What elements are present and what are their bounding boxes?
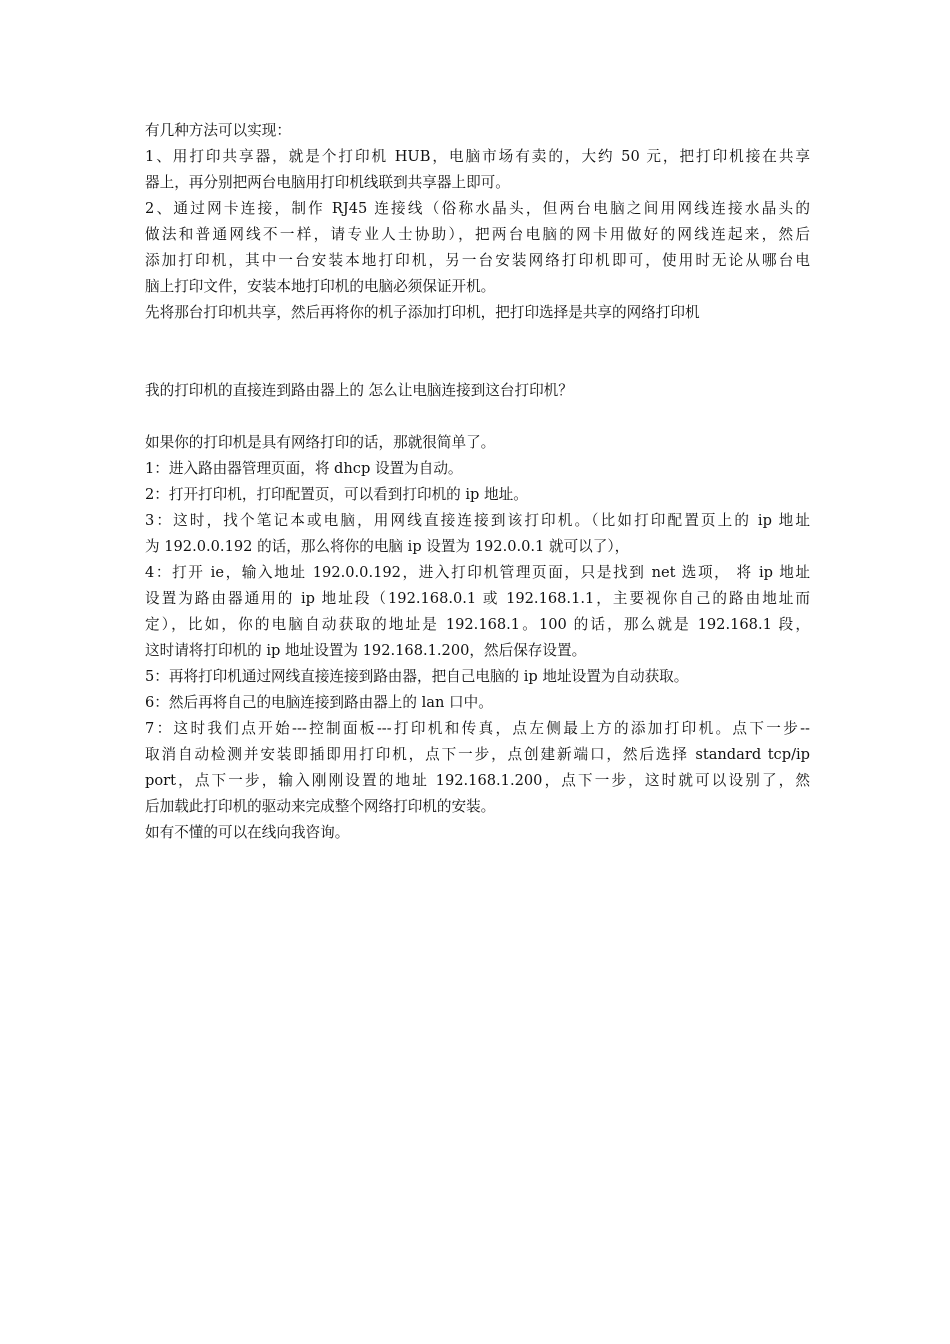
document-page	[145, 118, 810, 846]
step-3-line-2: 为 192.0.0.192 的话，那么将你的电脑 ip 设置为 192.0.0.1 就可以了），	[145, 538, 630, 555]
step-1: 1：进入路由器管理页面，将 dhcp 设置为自动。	[145, 460, 463, 477]
step-3-line-1: 3：这时，找个笔记本或电脑，用网线直接连接到该打印机。（比如打印配置页上的 ip 地址	[145, 512, 810, 529]
answer-intro: 如果你的打印机是具有网络打印的话，那就很简单了。	[145, 434, 496, 451]
step-4-line-1: 4：打开 ie，输入地址 192.0.0.192，进入打印机管理页面，只是找到 net 选项， 将 ip 地址	[145, 564, 810, 581]
step-7-line-1: 7：这时我们点开始---控制面板---打印机和传真，点左侧最上方的添加打印机。点下一步--	[145, 720, 810, 737]
closing-note: 如有不懂的可以在线向我咨询。	[145, 824, 350, 841]
step-4-line-4: 这时请将打印机的 ip 地址设置为 192.168.1.200，然后保存设置。	[145, 642, 587, 659]
method-2-line-4: 脑上打印文件，安装本地打印机的电脑必须保证开机。	[145, 278, 496, 295]
step-7-line-3: port，点下一步，输入刚刚设置的地址 192.168.1.200，点下一步，这时就可以设别了，然	[145, 772, 810, 789]
step-2: 2：打开打印机，打印配置页，可以看到打印机的 ip 地址。	[145, 486, 528, 503]
spacer	[145, 326, 810, 378]
method-2-line-2: 做法和普通网线不一样，请专业人士协助），把两台电脑的网卡用做好的网线连起来，然后	[145, 226, 810, 243]
share-note: 先将那台打印机共享，然后再将你的机子添加打印机，把打印选择是共享的网络打印机	[145, 304, 700, 321]
section-question	[145, 378, 810, 404]
method-2-line-3: 添加打印机，其中一台安装本地打印机，另一台安装网络打印机即可，使用时无论从哪台电	[145, 252, 810, 269]
step-7-line-4: 后加载此打印机的驱动来完成整个网络打印机的安装。	[145, 798, 496, 815]
spacer	[145, 404, 810, 430]
section-answer	[145, 430, 810, 846]
step-4-line-3: 定），比如，你的电脑自动获取的地址是 192.168.1。100 的话，那么就是 192.168.1 段，	[145, 616, 810, 633]
method-2-line-1: 2、通过网卡连接，制作 RJ45 连接线（俗称水晶头，但两台电脑之间用网线连接水晶头的	[145, 200, 810, 217]
step-7-line-2: 取消自动检测并安装即插即用打印机，点下一步，点创建新端口，然后选择 standard tcp/ip	[145, 746, 810, 763]
step-6: 6：然后再将自己的电脑连接到路由器上的 lan 口中。	[145, 694, 493, 711]
method-1-line-1: 1、用打印共享器，就是个打印机 HUB，电脑市场有卖的，大约 50 元，把打印机接在共享	[145, 148, 810, 165]
step-4-line-2: 设置为路由器通用的 ip 地址段（192.168.0.1 或 192.168.1.1，主要视你自己的路由地址而	[145, 590, 810, 607]
step-5: 5：再将打印机通过网线直接连接到路由器，把自己电脑的 ip 地址设置为自动获取。	[145, 668, 689, 685]
question-text: 我的打印机的直接连到路由器上的 怎么让电脑连接到这台打印机？	[145, 382, 573, 399]
methods-intro: 有几种方法可以实现：	[145, 122, 291, 139]
method-1-line-2: 器上，再分别把两台电脑用打印机线联到共享器上即可。	[145, 174, 510, 191]
section-methods	[145, 118, 810, 326]
